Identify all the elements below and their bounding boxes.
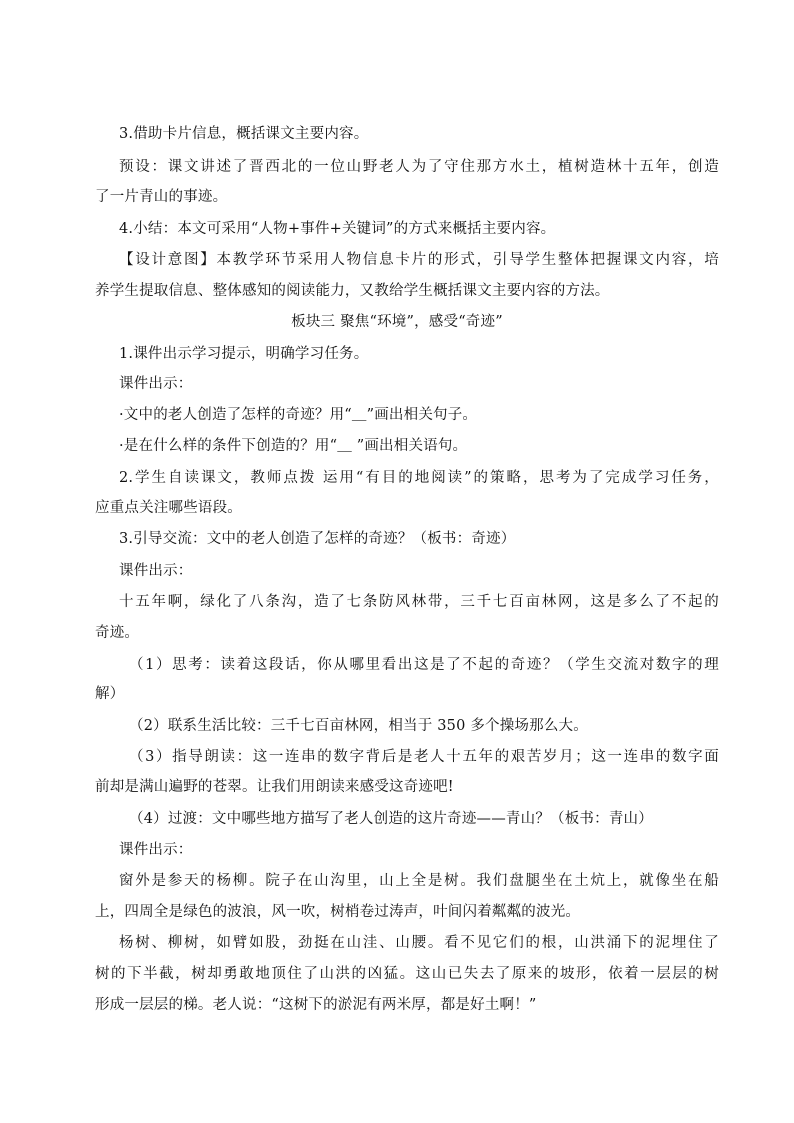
step-3-heading: 3.借助卡片信息，概括课文主要内容。 [119, 126, 369, 142]
reading-item-line-2: 前却是满山遍野的苍翠。让我们用朗读来感受这奇迹吧! [95, 779, 454, 795]
preset-answer-line-2: 了一片青山的事迹。 [95, 189, 228, 205]
quote-1-line-1: 十五年啊，绿化了八条沟，造了七条防风林带，三千七百亩林网，这是多么了不起的 [119, 594, 719, 610]
courseware-label: 课件出示： [119, 376, 193, 392]
bullet-item-1: ·文中的老人创造了怎样的奇迹？用“＿”画出相关句子。 [119, 407, 478, 423]
design-intent-line-1: 【设计意图】本教学环节采用人物信息卡片的形式，引导学生整体把握课文内容，培 [119, 252, 719, 268]
task-2-line-2: 应重点关注哪些语段。 [95, 500, 242, 516]
step-4-summary: 4.小结：本文可采用“人物+事件+关键词”的方式来概括主要内容。 [119, 221, 556, 237]
quote-1-line-2: 奇迹。 [95, 625, 140, 641]
design-intent-line-2: 养学生提取信息、整体感知的阅读能力，又教给学生概括课文主要内容的方法。 [95, 283, 610, 299]
task-3-heading: 3.引导交流：文中的老人创造了怎样的奇迹？（板书：奇迹） [119, 531, 516, 547]
preset-answer-line-1: 预设：课文讲述了晋西北的一位山野老人为了守住那方水土，植树造林十五年，创造 [119, 159, 719, 175]
quote-3-line-2: 树的下半截，树却勇敢地顶住了山洪的凶猛。这山已失去了原来的坡形，依着一层层的树 [95, 966, 719, 982]
think-item-line-1: （1）思考：读着这段话，你从哪里看出这是了不起的奇迹？（学生交流对数字的理 [129, 657, 719, 673]
transition-item: （4）过渡：文中哪些地方描写了老人创造的这片奇迹——青山？（板书：青山） [129, 811, 653, 827]
bullet-item-2: ·是在什么样的条件下创造的？用“＿ ”画出相关语句。 [119, 438, 468, 454]
courseware-label: 课件出示： [119, 563, 193, 579]
quote-2-line-1: 窗外是参天的杨柳。院子在山沟里，山上全是树。我们盘腿坐在土炕上，就像坐在船 [119, 873, 719, 889]
quote-3-line-3: 形成一层层的梯。老人说：“这树下的淤泥有两米厚，都是好土啊！” [95, 997, 537, 1013]
courseware-label: 课件出示： [119, 842, 193, 858]
task-1-heading: 1.课件出示学习提示，明确学习任务。 [119, 346, 369, 362]
task-2-line-1: 2.学生自读课文，教师点拨 运用“有目的地阅读”的策略，思考为了完成学习任务， [119, 470, 719, 486]
think-item-line-2: 解） [95, 686, 125, 702]
quote-3-line-1: 杨树、柳树，如臂如股，劲挺在山洼、山腰。看不见它们的根，山洪涌下的泥埋住了 [119, 935, 719, 951]
compare-item: （2）联系生活比较：三千七百亩林网，相当于 350 多个操场那么大。 [129, 718, 588, 734]
section-3-title: 板块三 聚焦“环境”，感受“奇迹” [291, 314, 503, 330]
quote-2-line-2: 上，四周全是绿色的波浪，风一吹，树梢卷过涛声，叶间闪着粼粼的波光。 [95, 904, 581, 920]
reading-item-line-1: （3）指导朗读：这一连串的数字背后是老人十五年的艰苦岁月；这一连串的数字面 [129, 749, 719, 765]
